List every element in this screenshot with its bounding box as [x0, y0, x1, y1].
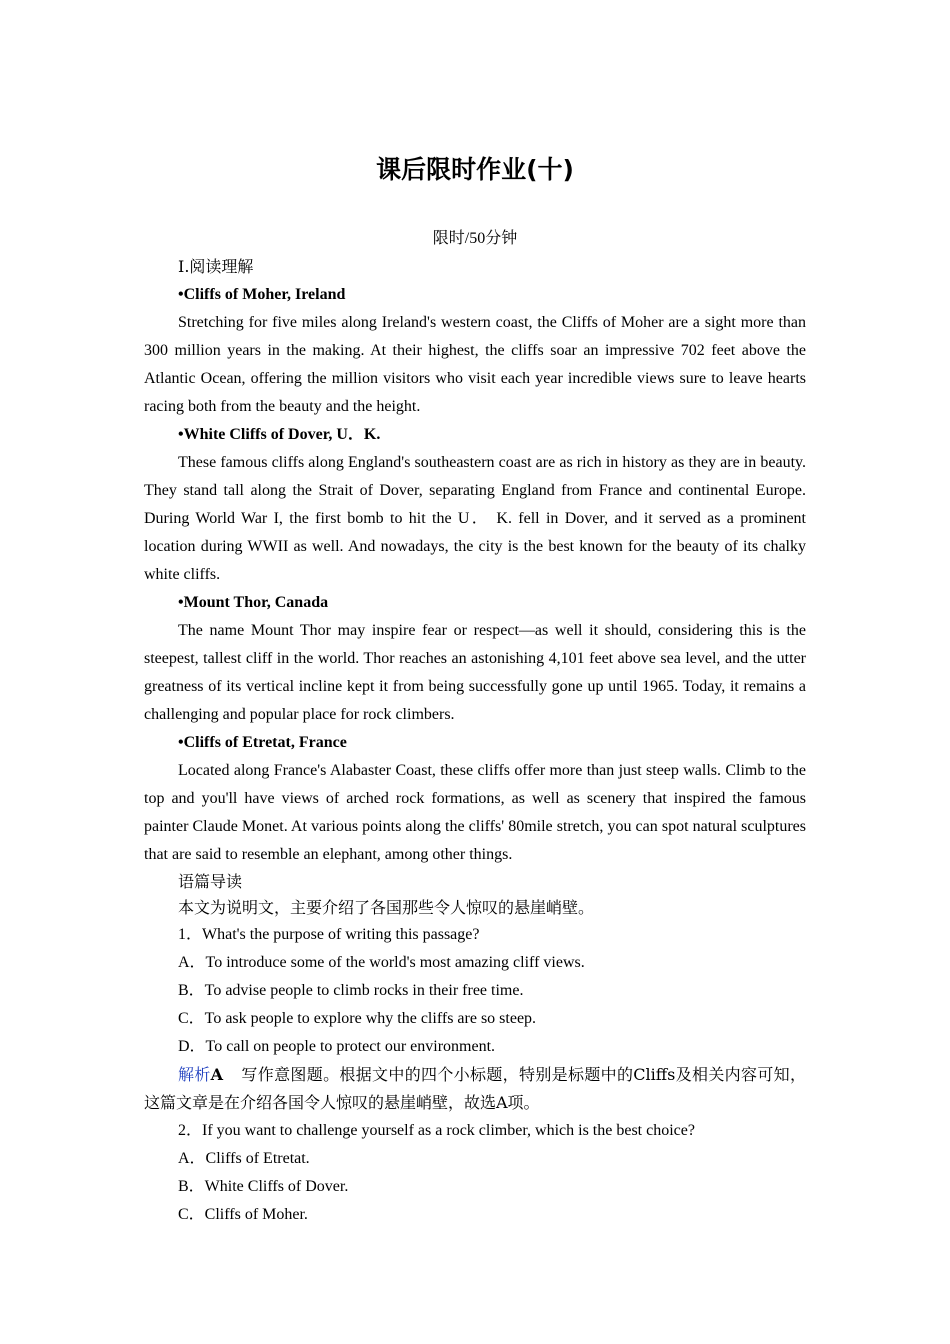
- question-stem: 2．If you want to challenge yourself as a rock climber, which is the best choice?: [178, 1122, 695, 1139]
- guide-label: 语篇导读: [178, 872, 243, 891]
- analysis-label: 解析: [178, 1065, 211, 1084]
- section-heading: Ⅰ.阅读理解: [178, 257, 254, 276]
- passage-heading: •White Cliffs of Dover, U．K.: [178, 426, 381, 443]
- analysis-text: 写作意图题。根据文中的四个小标题，特别是标题中的Cliffs及相关内容可知，这篇文章是在介绍各国令人惊叹的悬崖峭壁，故选A项。: [144, 1065, 806, 1112]
- question-stem: 1．What's the purpose of writing this passage?: [178, 926, 480, 943]
- answer-option: D．To call on people to protect our environment.: [178, 1038, 496, 1055]
- answer-option: B．White Cliffs of Dover.: [178, 1178, 349, 1195]
- document-body: [144, 253, 806, 1229]
- passage-paragraph: Stretching for five miles along Ireland's western coast, the Cliffs of Moher are a sight more than 300 million years in the making. At their highest, the cliffs soar an impressive 702 feet above the Atlantic Ocean, offering the million visitors who visit each year incredible views sure to leave hearts racing both from the beauty and the height.: [144, 314, 806, 415]
- passage-heading: •Cliffs of Etretat, France: [178, 734, 347, 751]
- answer-option: C．Cliffs of Moher.: [178, 1206, 308, 1223]
- passage-paragraph: Located along France's Alabaster Coast, these cliffs offer more than just steep walls. Climb to the top and you'll have views of arched rock formations, as well as scenery that inspired the famous painter Claude Monet. At various points along the cliffs' 80mile stretch, you can spot natural sculptures that are said to resemble an elephant, among other things.: [144, 762, 806, 863]
- guide-text: 本文为说明文，主要介绍了各国那些令人惊叹的悬崖峭壁。: [178, 898, 595, 917]
- analysis-answer: A: [210, 1065, 224, 1084]
- answer-option: C．To ask people to explore why the cliffs are so steep.: [178, 1010, 537, 1027]
- passage-heading: •Mount Thor, Canada: [178, 594, 329, 611]
- answer-option: A．Cliffs of Etretat.: [178, 1150, 310, 1167]
- analysis-paragraph: [144, 1061, 806, 1117]
- answer-option: A．To introduce some of the world's most amazing cliff views.: [178, 954, 585, 971]
- passage-heading: •Cliffs of Moher, Ireland: [178, 286, 346, 303]
- passage-paragraph: These famous cliffs along England's southeastern coast are as rich in history as they are in beauty. They stand tall along the Strait of Dover, separating England from France and continental Europe. During World War I, the first bomb to hit the U． K. fell in Dover, and it served as a prominent location during WWII as well. And nowadays, the city is the best known for the beauty of its chalky white cliffs.: [144, 454, 806, 583]
- answer-option: B．To advise people to climb rocks in their free time.: [178, 982, 524, 999]
- page-title: 课后限时作业(十): [376, 155, 574, 184]
- time-limit: 限时/50分钟: [432, 230, 518, 247]
- passage-paragraph: The name Mount Thor may inspire fear or respect—as well it should, considering this is the steepest, tallest cliff in the world. Thor reaches an astonishing 4,101 feet above sea level, and the utter greatness of its vertical incline kept it from being successfully gone up until 1965. Today, it remains a challenging and popular place for rock climbers.: [144, 622, 806, 723]
